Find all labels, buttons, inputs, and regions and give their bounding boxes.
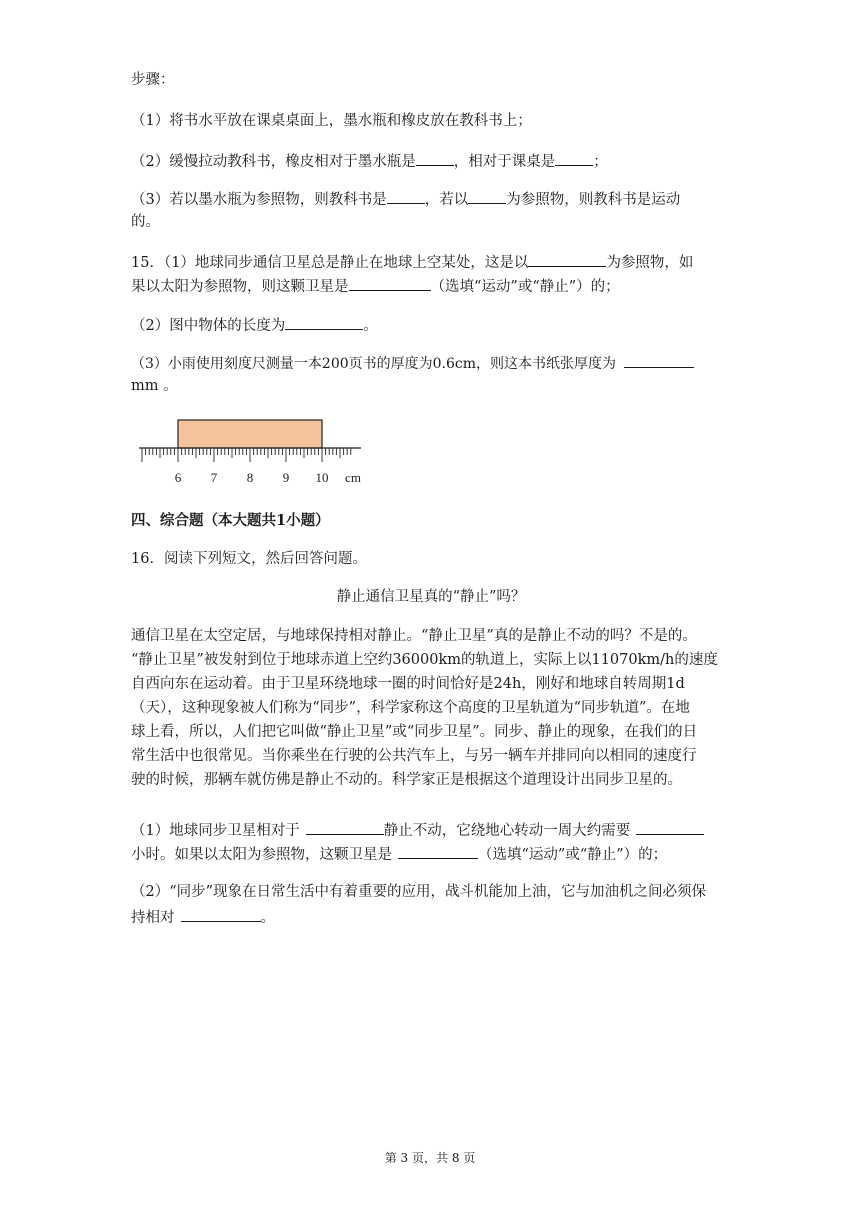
answer-blank[interactable] — [306, 819, 384, 835]
question-16-part-1-cont: 小时。如果以太阳为参照物，这颗卫星是 （选填“运动”或“静止”）的； — [131, 843, 731, 865]
question-15-part-1-cont: 果以太阳为参照物，则这颗卫星是 （选填“运动”或“静止”）的； — [131, 275, 731, 297]
ruler-figure — [133, 418, 369, 490]
answer-blank[interactable] — [528, 251, 606, 267]
question-16-part-1: （1）地球同步卫星相对于 静止不动，它绕地心转动一周大约需要 — [131, 819, 731, 841]
article-line: 球上看，所以，人们把它叫做“静止卫星”或“同步卫星”。同步、静止的现象，在我们的日 — [131, 724, 698, 740]
question-15-part-3: （3）小雨使用刻度尺测量一本200页书的厚度为0.6cm，则这本书纸张厚度为 — [131, 352, 731, 374]
ruler-label: 7 — [210, 470, 218, 485]
answer-blank[interactable] — [624, 352, 694, 368]
article-line: “静止卫星”被发射到位于地球赤道上空约36000km的轨道上，实际上以11070km/h的速度 — [131, 652, 718, 668]
step-2: （2）缓慢拉动教科书，橡皮相对于墨水瓶是 ，相对于课桌是 ； — [131, 150, 731, 172]
question-15-part-2: （2）图中物体的长度为 。 — [131, 314, 731, 336]
ruler-label: 8 — [246, 470, 254, 485]
article-line: （天），这种现象被人们称为“同步”，科学家称这个高度的卫星轨道为“同步轨道”。在地 — [131, 700, 690, 716]
question-15-part-1: 15．（1）地球同步通信卫星总是静止在地球上空某处，这是以 为参照物，如 — [131, 251, 731, 273]
measured-object — [178, 420, 322, 448]
answer-blank[interactable] — [349, 275, 431, 291]
question-16-prompt: 16．阅读下列短文，然后回答问题。 — [131, 551, 367, 567]
article-line: 驶的时候，那辆车就仿佛是静止不动的。科学家正是根据这个道理设计出同步卫星的。 — [131, 772, 682, 788]
answer-blank[interactable] — [398, 843, 478, 859]
step-3-cont: 的。 — [131, 214, 160, 230]
answer-blank[interactable] — [181, 906, 261, 922]
ruler-label: 6 — [174, 470, 182, 485]
steps-heading: 步骤： — [131, 72, 175, 88]
question-16-part-2-cont: 持相对 。 — [131, 906, 731, 928]
answer-blank[interactable] — [387, 188, 425, 204]
section-heading: 四、综合题（本大题共1小题） — [131, 512, 330, 529]
answer-blank[interactable] — [468, 188, 506, 204]
answer-blank[interactable] — [285, 314, 363, 330]
step-1: （1）将书水平放在课桌桌面上，墨水瓶和橡皮放在教科书上； — [131, 113, 532, 129]
answer-blank[interactable] — [555, 150, 593, 166]
question-15-part-3-cont: mm 。 — [131, 378, 178, 394]
article-line: 自西向东在运动着。由于卫星环绕地球一圈的时间恰好是24h，刚好和地球自转周期1d — [131, 676, 685, 692]
article-line: 常生活中也很常见。当你乘坐在行驶的公共汽车上，与另一辆车并排同向以相同的速度行 — [131, 748, 697, 764]
ruler-label: 10 — [315, 470, 329, 485]
question-16-part-2: （2）“同步”现象在日常生活中有着重要的应用，战斗机能加上油，它与加油机之间必须保 — [131, 884, 707, 900]
page-footer: 第 3 页，共 8 页 — [384, 1151, 476, 1165]
article-title: 静止通信卫星真的“静止”吗？ — [336, 589, 526, 605]
answer-blank[interactable] — [416, 150, 454, 166]
answer-blank[interactable] — [636, 819, 704, 835]
article-line: 通信卫星在太空定居，与地球保持相对静止。“静止卫星”真的是静止不动的吗？不是的。 — [131, 628, 697, 644]
step-3: （3）若以墨水瓶为参照物，则教科书是 ，若以 为参照物，则教科书是运动 — [131, 188, 731, 210]
ruler-label: 9 — [282, 470, 290, 485]
ruler-unit: cm — [345, 470, 361, 485]
